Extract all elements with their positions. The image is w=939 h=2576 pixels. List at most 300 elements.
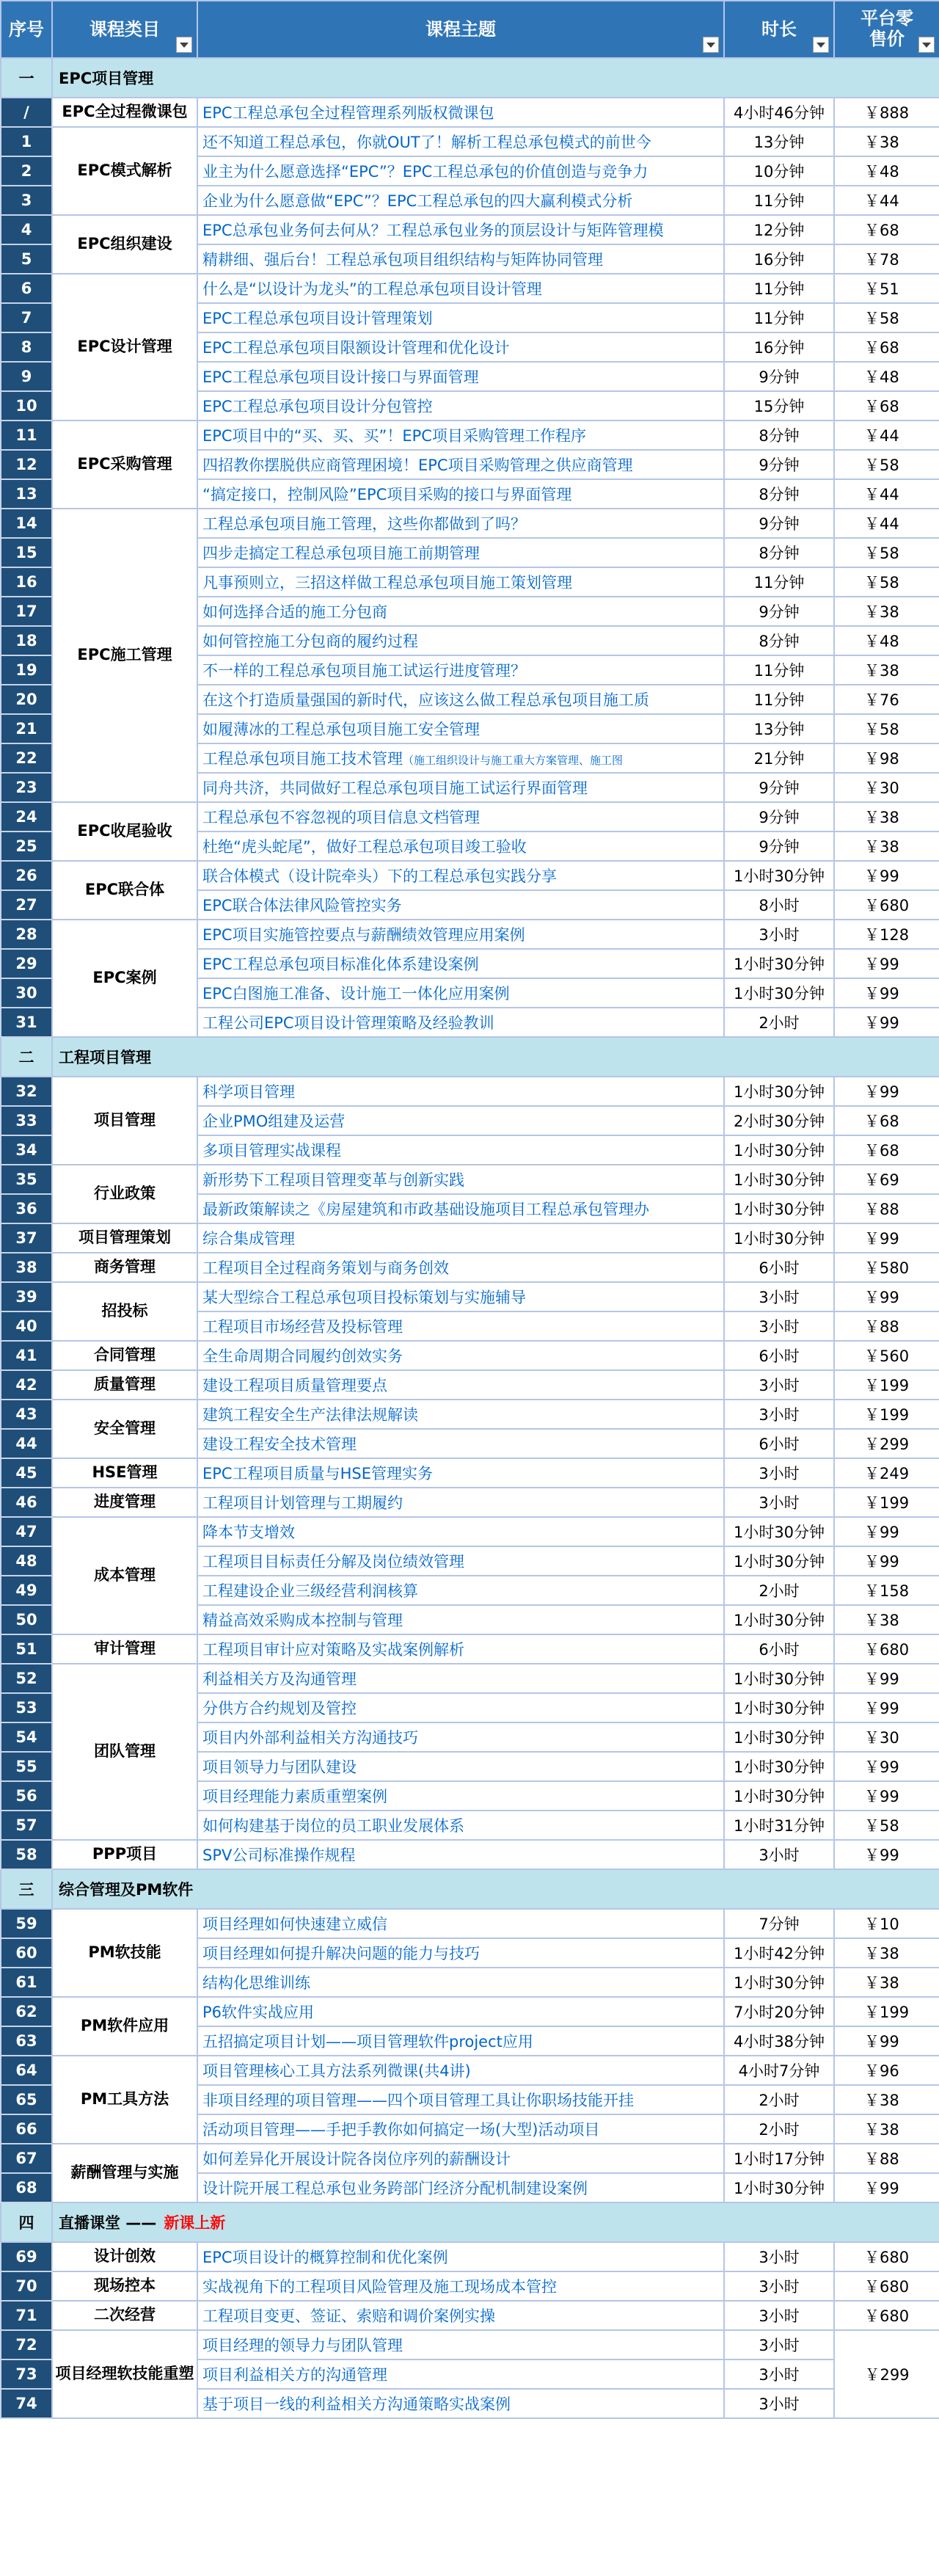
row-topic-text[interactable]: EPC工程总承包项目标准化体系建设案例 — [202, 956, 479, 973]
row-topic[interactable] — [197, 1811, 724, 1840]
row-seq: 31 — [1, 1008, 52, 1037]
section-header-row — [1, 1869, 939, 1909]
row-duration: 3小时 — [724, 1458, 834, 1488]
row-seq: 62 — [1, 1997, 52, 2026]
filter-dropdown-icon[interactable] — [703, 37, 719, 53]
row-seq: 45 — [1, 1458, 52, 1488]
row-category: EPC模式解析 — [52, 127, 197, 215]
row-topic[interactable] — [197, 1370, 724, 1400]
row-topic[interactable] — [197, 274, 724, 303]
row-topic[interactable] — [197, 186, 724, 215]
section-title — [52, 58, 939, 98]
row-seq: 8 — [1, 332, 52, 362]
row-duration: 1小时30分钟 — [724, 1781, 834, 1811]
row-topic[interactable] — [197, 1664, 724, 1693]
row-price: ￥99 — [834, 949, 939, 978]
row-price: ￥88 — [834, 1311, 939, 1341]
row-topic-text[interactable]: 还不知道工程总承包，你就OUT了！解析工程总承包模式的前世今 — [202, 134, 651, 151]
row-topic-text[interactable]: 工程项目市场经营及投标管理 — [202, 1318, 403, 1336]
row-price: ￥88 — [834, 1194, 939, 1223]
row-seq: 2 — [1, 156, 52, 186]
row-duration: 1小时30分钟 — [724, 1968, 834, 1997]
row-duration: 9分钟 — [724, 802, 834, 832]
row-duration: 4小时46分钟 — [724, 98, 834, 127]
row-topic-text[interactable]: 建筑工程安全生产法律法规解读 — [202, 1406, 418, 1424]
row-topic-text[interactable]: 如何差异化开展设计院各岗位序列的薪酬设计 — [202, 2150, 511, 2168]
row-topic-text[interactable]: 工程总承包项目施工技术管理 — [202, 750, 403, 768]
row-seq: 20 — [1, 685, 52, 714]
row-duration: 1小时30分钟 — [724, 949, 834, 978]
row-topic-text[interactable]: 工程项目全过程商务策划与商务创效 — [202, 1259, 449, 1277]
row-seq: 60 — [1, 1938, 52, 1968]
row-price: ￥38 — [834, 597, 939, 626]
row-topic-text[interactable]: 五招搞定项目计划——项目管理软件project应用 — [202, 2033, 533, 2051]
row-topic-text[interactable]: 工程项目目标责任分解及岗位绩效管理 — [202, 1553, 464, 1571]
table-row — [1, 1341, 939, 1370]
row-category: PM工具方法 — [52, 2056, 197, 2144]
row-topic-text[interactable]: SPV公司标准操作规程 — [202, 1847, 356, 1864]
row-duration: 1小时30分钟 — [724, 1605, 834, 1634]
row-duration: 1小时30分钟 — [724, 1693, 834, 1722]
row-duration: 1小时31分钟 — [724, 1811, 834, 1840]
section-number: 一 — [1, 58, 52, 98]
section-header-row — [1, 1037, 939, 1077]
row-topic-text[interactable]: EPC项目设计的概算控制和优化案例 — [202, 2249, 448, 2266]
row-topic[interactable] — [197, 1840, 724, 1869]
row-topic-text[interactable]: 基于项目一线的利益相关方沟通策略实战案例 — [202, 2395, 511, 2413]
header-duration-label: 时长 — [761, 18, 797, 40]
row-topic-text[interactable]: 企业为什么愿意做“EPC”？EPC工程总承包的四大赢利模式分析 — [202, 192, 633, 210]
row-topic[interactable] — [197, 597, 724, 626]
row-topic[interactable] — [197, 1938, 724, 1968]
row-topic-text[interactable]: 项目利益相关方的沟通管理 — [202, 2366, 387, 2384]
row-topic[interactable] — [197, 2330, 724, 2359]
table-row — [1, 215, 939, 244]
row-topic-text[interactable]: EPC总承包业务何去何从？工程总承包业务的顶层设计与矩阵管理模 — [202, 222, 664, 239]
row-topic[interactable] — [197, 1135, 724, 1165]
row-topic[interactable] — [197, 2085, 724, 2114]
row-category: 薪酬管理与实施 — [52, 2144, 197, 2202]
row-topic-text[interactable]: EPC工程总承包项目设计管理策划 — [202, 310, 433, 327]
row-topic[interactable] — [197, 1429, 724, 1458]
row-topic[interactable] — [197, 802, 724, 832]
row-price: ￥299 — [834, 1429, 939, 1458]
row-topic-text[interactable]: 如何构建基于岗位的员工职业发展体系 — [202, 1817, 464, 1835]
row-duration: 11分钟 — [724, 655, 834, 685]
row-price: ￥68 — [834, 391, 939, 421]
row-duration: 8分钟 — [724, 626, 834, 655]
row-topic-text[interactable]: 设计院开展工程总承包业务跨部门经济分配机制建设案例 — [202, 2180, 588, 2197]
row-topic[interactable] — [197, 1165, 724, 1194]
row-price: ￥128 — [834, 920, 939, 949]
row-topic[interactable] — [197, 127, 724, 156]
row-topic[interactable] — [197, 362, 724, 391]
row-topic[interactable] — [197, 1458, 724, 1488]
header-topic — [197, 1, 724, 58]
row-topic[interactable] — [197, 156, 724, 186]
row-topic-text[interactable]: 实战视角下的工程项目风险管理及施工现场成本管控 — [202, 2278, 557, 2296]
table-row — [1, 98, 939, 127]
row-duration: 6小时 — [724, 1634, 834, 1664]
row-price: ￥68 — [834, 1106, 939, 1135]
row-topic[interactable] — [197, 626, 724, 655]
row-topic-text[interactable]: 建设工程安全技术管理 — [202, 1436, 357, 1453]
row-topic[interactable] — [197, 1781, 724, 1811]
row-topic[interactable] — [197, 2271, 724, 2301]
row-seq: 71 — [1, 2301, 52, 2330]
row-topic-text[interactable]: 全生命周期合同履约创效实务 — [202, 1347, 403, 1365]
row-price: ￥99 — [834, 861, 939, 890]
row-price: ￥44 — [834, 479, 939, 509]
table-row — [1, 920, 939, 949]
row-topic-text[interactable]: 如何管控施工分包商的履约过程 — [202, 633, 418, 650]
table-row — [1, 1077, 939, 1106]
row-topic[interactable] — [197, 773, 724, 802]
row-topic[interactable] — [197, 2144, 724, 2173]
row-topic-text[interactable]: 项目经理如何快速建立威信 — [202, 1915, 387, 1933]
row-duration: 1小时30分钟 — [724, 861, 834, 890]
row-topic[interactable] — [197, 1488, 724, 1517]
row-topic-text[interactable]: 如履薄冰的工程总承包项目施工安全管理 — [202, 721, 480, 738]
row-topic[interactable] — [197, 1008, 724, 1037]
row-seq: 3 — [1, 186, 52, 215]
row-seq: 11 — [1, 421, 52, 450]
row-category: 项目管理 — [52, 1077, 197, 1165]
row-topic-text[interactable]: 活动项目管理——手把手教你如何搞定一场(大型)活动项目 — [202, 2121, 600, 2139]
row-seq: 46 — [1, 1488, 52, 1517]
table-row — [1, 2301, 939, 2330]
row-topic[interactable] — [197, 538, 724, 567]
row-topic[interactable] — [197, 920, 724, 949]
row-topic[interactable] — [197, 1282, 724, 1311]
row-topic-text[interactable]: 业主为什么愿意选择“EPC”？EPC工程总承包的价值创造与竞争力 — [202, 163, 648, 181]
row-duration: 13分钟 — [724, 127, 834, 156]
row-topic-text[interactable]: 利益相关方及沟通管理 — [202, 1670, 357, 1688]
row-topic[interactable] — [197, 949, 724, 978]
row-topic[interactable] — [197, 450, 724, 479]
row-topic[interactable] — [197, 1693, 724, 1722]
row-duration: 2小时 — [724, 1576, 834, 1605]
row-category: PPP项目 — [52, 1840, 197, 1869]
row-topic[interactable] — [197, 1909, 724, 1938]
row-seq: 30 — [1, 978, 52, 1008]
row-topic[interactable] — [197, 421, 724, 450]
row-topic[interactable] — [197, 1968, 724, 1997]
row-duration: 4小时38分钟 — [724, 2026, 834, 2056]
row-topic[interactable] — [197, 1341, 724, 1370]
row-duration: 2小时 — [724, 2114, 834, 2144]
row-seq: 27 — [1, 890, 52, 920]
row-seq: 21 — [1, 714, 52, 743]
row-seq: 64 — [1, 2056, 52, 2085]
header-duration — [724, 1, 834, 58]
row-topic-text[interactable]: 精耕细、强后台！工程总承包项目组织结构与矩阵协同管理 — [202, 251, 603, 269]
row-category: 质量管理 — [52, 1370, 197, 1400]
row-duration: 11分钟 — [724, 685, 834, 714]
row-price: ￥680 — [834, 1634, 939, 1664]
row-topic-text[interactable]: 降本节支增效 — [202, 1524, 295, 1541]
row-topic[interactable] — [197, 890, 724, 920]
row-topic-text[interactable]: “搞定接口，控制风险”EPC项目采购的接口与界面管理 — [202, 486, 572, 503]
row-topic-text[interactable]: 非项目经理的项目管理——四个项目管理工具让你职场技能开挂 — [202, 2092, 634, 2109]
row-topic-text[interactable]: EPC白图施工准备、设计施工一体化应用案例 — [202, 985, 510, 1003]
row-price: ￥888 — [834, 98, 939, 127]
row-topic-text[interactable]: 工程总承包项目施工管理，这些你都做到了吗？ — [202, 515, 526, 533]
row-duration: 6小时 — [724, 1341, 834, 1370]
row-topic-text[interactable]: 凡事预则立，三招这样做工程总承包项目施工策划管理 — [202, 574, 572, 592]
row-topic-text[interactable]: EPC工程总承包项目限额设计管理和优化设计 — [202, 339, 510, 357]
row-topic-text[interactable]: 四步走搞定工程总承包项目施工前期管理 — [202, 545, 480, 562]
row-category: 商务管理 — [52, 1253, 197, 1282]
row-duration: 3小时 — [724, 2301, 834, 2330]
row-topic[interactable] — [197, 1400, 724, 1429]
row-topic-text[interactable]: 什么是“以设计为龙头”的工程总承包项目设计管理 — [202, 280, 542, 298]
row-price: ￥78 — [834, 244, 939, 274]
section-number: 二 — [1, 1037, 52, 1077]
row-price: ￥99 — [834, 1781, 939, 1811]
row-topic[interactable] — [197, 303, 724, 332]
row-topic[interactable] — [197, 1722, 724, 1752]
table-row — [1, 1282, 939, 1311]
row-seq: 70 — [1, 2271, 52, 2301]
row-seq: 5 — [1, 244, 52, 274]
row-topic[interactable] — [197, 98, 724, 127]
row-topic[interactable] — [197, 1605, 724, 1634]
row-topic[interactable] — [197, 743, 724, 773]
row-topic-text[interactable]: 结构化思维训练 — [202, 1974, 310, 1992]
row-topic[interactable] — [197, 1997, 724, 2026]
row-price: ￥38 — [834, 1605, 939, 1634]
row-topic-text[interactable]: P6软件实战应用 — [202, 2004, 315, 2021]
row-topic[interactable] — [197, 1106, 724, 1135]
row-seq: 36 — [1, 1194, 52, 1223]
row-topic[interactable] — [197, 2114, 724, 2144]
row-seq: / — [1, 98, 52, 127]
row-topic[interactable] — [197, 685, 724, 714]
row-topic[interactable] — [197, 1223, 724, 1253]
row-topic-text[interactable]: 科学项目管理 — [202, 1083, 295, 1101]
row-category: EPC收尾验收 — [52, 802, 197, 861]
row-price: ￥58 — [834, 567, 939, 597]
row-topic[interactable] — [197, 2173, 724, 2202]
row-topic-text[interactable]: 分供方合约规划及管控 — [202, 1700, 357, 1717]
row-topic[interactable] — [197, 509, 724, 538]
row-topic-text[interactable]: 杜绝“虎头蛇尾”，做好工程总承包项目竣工验收 — [202, 838, 527, 856]
row-topic-text[interactable]: EPC工程总承包项目设计接口与界面管理 — [202, 368, 479, 386]
table-row — [1, 509, 939, 538]
row-duration: 21分钟 — [724, 743, 834, 773]
row-price: ￥99 — [834, 1077, 939, 1106]
row-topic[interactable] — [197, 1517, 724, 1546]
row-topic-text[interactable]: 在这个打造质量强国的新时代，应该这么做工程总承包项目施工质 — [202, 691, 649, 709]
row-seq: 34 — [1, 1135, 52, 1165]
row-duration: 9分钟 — [724, 773, 834, 802]
row-topic[interactable] — [197, 2301, 724, 2330]
section-header-row — [1, 58, 939, 98]
filter-dropdown-icon[interactable] — [813, 37, 829, 53]
row-price: ￥44 — [834, 509, 939, 538]
row-topic[interactable] — [197, 391, 724, 421]
row-seq: 54 — [1, 1722, 52, 1752]
row-topic-text[interactable]: EPC工程总承包项目设计分包管控 — [202, 398, 433, 415]
row-topic-text[interactable]: EPC工程总承包全过程管理系列版权微课包 — [202, 104, 494, 122]
section-title — [52, 1869, 939, 1909]
row-price: ￥58 — [834, 450, 939, 479]
section-title-text: EPC项目管理 — [59, 70, 154, 87]
row-topic[interactable] — [197, 2359, 724, 2389]
row-topic[interactable] — [197, 1253, 724, 1282]
row-topic-text[interactable]: 项目经理的领导力与团队管理 — [202, 2337, 403, 2354]
row-price: ￥99 — [834, 1517, 939, 1546]
row-topic[interactable] — [197, 861, 724, 890]
row-topic-text[interactable]: 工程建设企业三级经营利润核算 — [202, 1582, 418, 1600]
row-topic[interactable] — [197, 479, 724, 509]
row-price: ￥30 — [834, 773, 939, 802]
row-price: ￥199 — [834, 1370, 939, 1400]
row-topic-text[interactable]: EPC工程项目质量与HSE管理实务 — [202, 1465, 433, 1482]
row-topic[interactable] — [197, 332, 724, 362]
row-seq: 25 — [1, 832, 52, 861]
row-topic-text[interactable]: 工程项目计划管理与工期履约 — [202, 1494, 403, 1512]
row-duration: 1小时30分钟 — [724, 1517, 834, 1546]
table-row — [1, 2056, 939, 2085]
row-topic[interactable] — [197, 655, 724, 685]
row-topic-text[interactable]: 联合体模式（设计院牵头）下的工程总承包实践分享 — [202, 867, 557, 885]
row-category: 二次经营 — [52, 2301, 197, 2330]
row-category: 行业政策 — [52, 1165, 197, 1223]
row-price: ￥98 — [834, 743, 939, 773]
row-topic-text[interactable]: 工程项目审计应对策略及实战案例解析 — [202, 1641, 464, 1659]
row-topic[interactable] — [197, 1576, 724, 1605]
row-topic-text[interactable]: 多项目管理实战课程 — [202, 1142, 341, 1160]
row-topic[interactable] — [197, 1634, 724, 1664]
row-duration: 3小时 — [724, 1370, 834, 1400]
row-topic[interactable] — [197, 1752, 724, 1781]
row-topic[interactable] — [197, 1194, 724, 1223]
header-price — [834, 1, 939, 58]
row-topic-text[interactable]: EPC项目中的“买、买、买”！EPC项目采购管理工作程序 — [202, 427, 586, 445]
row-topic-text[interactable]: 如何选择合适的施工分包商 — [202, 603, 387, 621]
row-topic[interactable] — [197, 215, 724, 244]
row-seq: 40 — [1, 1311, 52, 1341]
row-topic-text[interactable]: EPC联合体法律风险管控实务 — [202, 897, 402, 914]
row-price: ￥38 — [834, 655, 939, 685]
row-topic[interactable] — [197, 1077, 724, 1106]
row-seq: 9 — [1, 362, 52, 391]
row-duration: 12分钟 — [724, 215, 834, 244]
row-price: ￥199 — [834, 1400, 939, 1429]
row-seq: 17 — [1, 597, 52, 626]
row-topic-text[interactable]: 综合集成管理 — [202, 1230, 295, 1248]
row-duration: 8分钟 — [724, 538, 834, 567]
row-topic[interactable] — [197, 2389, 724, 2418]
row-price: ￥48 — [834, 626, 939, 655]
row-topic[interactable] — [197, 2242, 724, 2271]
row-price: ￥68 — [834, 1135, 939, 1165]
row-topic[interactable] — [197, 714, 724, 743]
row-topic-text[interactable]: 工程总承包不容忽视的项目信息文档管理 — [202, 809, 480, 826]
row-seq: 6 — [1, 274, 52, 303]
row-price: ￥99 — [834, 1752, 939, 1781]
row-topic[interactable] — [197, 2056, 724, 2085]
row-duration: 11分钟 — [724, 567, 834, 597]
row-seq: 50 — [1, 1605, 52, 1634]
row-topic-text[interactable]: 项目领导力与团队建设 — [202, 1758, 357, 1776]
row-seq: 23 — [1, 773, 52, 802]
row-price: ￥38 — [834, 1938, 939, 1968]
row-duration: 2小时30分钟 — [724, 1106, 834, 1135]
filter-dropdown-icon[interactable] — [176, 37, 192, 53]
row-topic-text[interactable]: 项目内外部利益相关方沟通技巧 — [202, 1729, 418, 1747]
row-price: ￥38 — [834, 2114, 939, 2144]
row-topic-text[interactable]: 项目经理如何提升解决问题的能力与技巧 — [202, 1945, 480, 1962]
row-seq: 57 — [1, 1811, 52, 1840]
row-topic-text[interactable]: 企业PMO组建及运营 — [202, 1113, 346, 1130]
row-topic[interactable] — [197, 978, 724, 1008]
row-topic-text[interactable]: 项目管理核心工具方法系列微课(共4讲) — [202, 2062, 471, 2080]
row-topic-text[interactable]: 四招教你摆脱供应商管理困境！EPC项目采购管理之供应商管理 — [202, 456, 633, 474]
row-topic-text[interactable]: 精益高效采购成本控制与管理 — [202, 1612, 403, 1629]
row-topic-text[interactable]: 新形势下工程项目管理变革与创新实践 — [202, 1171, 464, 1189]
table-row — [1, 861, 939, 890]
row-price: ￥199 — [834, 1488, 939, 1517]
row-price: ￥58 — [834, 1811, 939, 1840]
row-topic-text[interactable]: 项目经理能力素质重塑案例 — [202, 1788, 387, 1805]
row-topic[interactable] — [197, 567, 724, 597]
row-seq: 59 — [1, 1909, 52, 1938]
row-topic-text[interactable]: 不一样的工程总承包项目施工试运行进度管理？ — [202, 662, 526, 680]
row-duration: 3小时 — [724, 1840, 834, 1869]
filter-dropdown-icon[interactable] — [918, 37, 935, 53]
row-topic[interactable] — [197, 1311, 724, 1341]
row-duration: 1小时30分钟 — [724, 1135, 834, 1165]
row-duration: 7分钟 — [724, 1909, 834, 1938]
row-seq: 4 — [1, 215, 52, 244]
row-topic[interactable] — [197, 244, 724, 274]
row-seq: 7 — [1, 303, 52, 332]
row-price: ￥680 — [834, 2271, 939, 2301]
table-row — [1, 1223, 939, 1253]
row-topic[interactable] — [197, 2026, 724, 2056]
row-topic-text[interactable]: 某大型综合工程总承包项目投标策划与实施辅导 — [202, 1289, 526, 1306]
row-topic-text[interactable]: 最新政策解读之《房屋建筑和市政基础设施项目工程总承包管理办 — [202, 1201, 649, 1218]
section-title-text: 综合管理及PM软件 — [59, 1881, 194, 1899]
row-topic-text[interactable]: 建设工程项目质量管理要点 — [202, 1377, 387, 1394]
row-price: ￥48 — [834, 362, 939, 391]
row-topic-text[interactable]: 工程项目变更、签证、索赔和调价案例实操 — [202, 2307, 495, 2325]
row-topic-text[interactable]: 同舟共济，共同做好工程总承包项目施工试运行界面管理 — [202, 779, 588, 797]
row-price: ￥99 — [834, 2026, 939, 2056]
header-category-label: 课程类目 — [89, 18, 160, 40]
table-row — [1, 2242, 939, 2271]
row-price: ￥44 — [834, 186, 939, 215]
row-topic[interactable] — [197, 832, 724, 861]
row-topic-text[interactable]: 工程公司EPC项目设计管理策略及经验教训 — [202, 1014, 494, 1032]
row-seq: 41 — [1, 1341, 52, 1370]
row-seq: 68 — [1, 2173, 52, 2202]
row-duration: 1小时30分钟 — [724, 1664, 834, 1693]
row-category: EPC设计管理 — [52, 274, 197, 421]
row-topic[interactable] — [197, 1546, 724, 1576]
row-category: 现场控本 — [52, 2271, 197, 2301]
row-seq: 65 — [1, 2085, 52, 2114]
row-duration: 4小时7分钟 — [724, 2056, 834, 2085]
row-seq: 67 — [1, 2144, 52, 2173]
row-duration: 15分钟 — [724, 391, 834, 421]
row-topic-note: （施工组织设计与施工重大方案管理、施工图 — [403, 754, 624, 767]
row-category: EPC全过程微课包 — [52, 98, 197, 127]
row-topic-text[interactable]: EPC项目实施管控要点与薪酬绩效管理应用案例 — [202, 926, 525, 944]
